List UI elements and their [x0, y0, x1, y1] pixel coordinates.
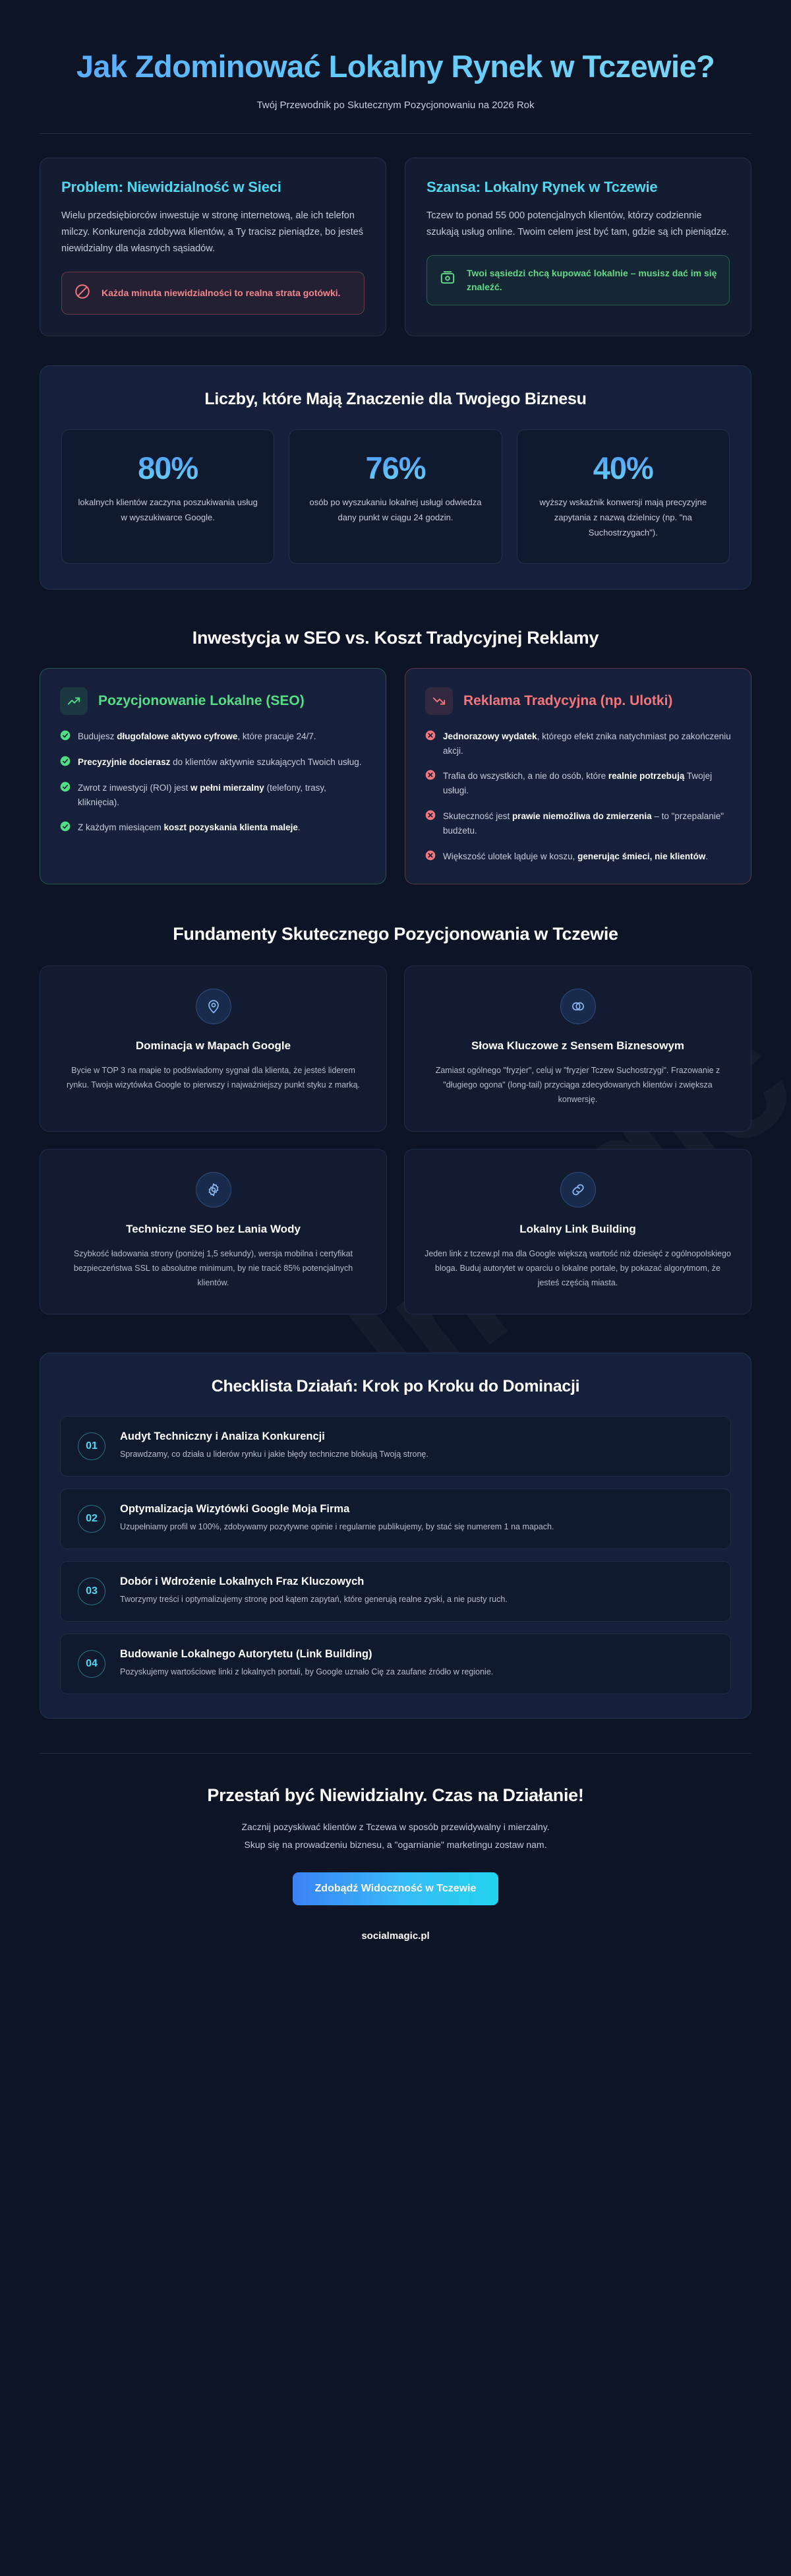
checklist-item-title: Budowanie Lokalnego Autorytetu (Link Building) [120, 1647, 372, 1660]
checklist-item-title: Optymalizacja Wizytówki Google Moja Firma [120, 1502, 350, 1515]
checklist-item [60, 1561, 731, 1622]
check-circle-icon [60, 730, 71, 744]
list-item [425, 729, 731, 758]
stat-card [289, 429, 502, 563]
opportunity-card [405, 158, 751, 336]
map-pin-icon [196, 989, 231, 1024]
fundamental-card-technical-seo [40, 1149, 387, 1315]
list-item [60, 729, 366, 744]
step-number-badge: 02 [78, 1505, 105, 1533]
list-item-text: Większość ulotek ląduje w koszu, generując śmieci, nie klientów. [443, 851, 709, 861]
prohibited-icon [74, 283, 91, 303]
checklist-item-desc: Tworzymy treści i optymalizujemy stronę pod kątem zapytań, które generują realne zyski, a nie pusty ruch. [120, 1595, 508, 1605]
fundamental-card-desc: Jeden link z tczew.pl ma dla Google większą wartość niż dziesięć z ogólnopolskiego bloga. Buduj autorytet w oparciu o lokalne portale, by pokazać algorytmom, że jesteś częścią miasta. [425, 1248, 731, 1288]
stats-panel [40, 365, 751, 590]
checklist-item-desc: Sprawdzamy, co działa u liderów rynku i jakie błędy techniczne blokują Twoją stronę. [120, 1450, 428, 1459]
fundamental-card-desc: Szybkość ładowania strony (poniżej 1,5 sekundy), wersja mobilna i certyfikat bezpieczeństwa SSL to absolutne minimum, by nie tracić 85% potencjalnych klientów. [73, 1248, 353, 1288]
checklist-item [60, 1416, 731, 1477]
problem-opportunity-section [0, 134, 791, 336]
comparison-title: Inwestycja w SEO vs. Koszt Tradycyjnej Reklamy [192, 627, 599, 648]
checklist-item [60, 1488, 731, 1549]
list-item-text: Zwrot z inwestycji (ROI) jest w pełni mierzalny (telefony, trasy, kliknięcia). [78, 782, 326, 807]
checklist-title: Checklista Działań: Krok po Kroku do Dominacji [211, 1377, 580, 1396]
fundamental-card-title: Techniczne SEO bez Lania Wody [126, 1222, 301, 1235]
overlapping-circles-icon [560, 989, 596, 1024]
checklist-item-title: Dobór i Wdrożenie Lokalnych Fraz Kluczowych [120, 1575, 365, 1587]
list-item-text: Z każdym miesiącem koszt pozyskania klienta maleje. [78, 822, 301, 833]
cta-text-line1: Zacznij pozyskiwać klientów z Tczewa w sposób przewidywalny i mierzalny. [241, 1822, 550, 1833]
page-subtitle: Twój Przewodnik po Skutecznym Pozycjonowaniu na 2026 Rok [256, 99, 535, 111]
page-title: Jak Zdominować Lokalny Rynek w Tczewie? [40, 49, 751, 85]
comparison-section [0, 627, 791, 884]
checklist-items [60, 1416, 731, 1694]
hero-section [0, 0, 791, 134]
problem-card-body: Wielu przedsiębiorców inwestuje w stronę internetową, ale ich telefon milczy. Konkurencja zdobywa klientów, a Ty tracisz pieniądze, bo jesteś niewidzialny dla własnych sąsiadów. [61, 210, 364, 254]
checklist-item [60, 1634, 731, 1694]
step-number-badge: 01 [78, 1432, 105, 1460]
x-circle-icon [425, 810, 436, 824]
checklist-item-title: Audyt Techniczny i Analiza Konkurencji [120, 1430, 325, 1442]
fundamental-card-keywords [404, 966, 751, 1132]
stat-value: 40% [532, 450, 715, 486]
list-item [60, 755, 366, 770]
checklist-item-desc: Pozyskujemy wartościowe linki z lokalnych portali, by Google uznało Cię za zaufane źródło w regionie. [120, 1667, 494, 1677]
fundamental-card-maps [40, 966, 387, 1132]
opportunity-callout-text: Twoi sąsiedzi chcą kupować lokalnie – musisz dać im się znaleźć. [467, 267, 717, 292]
cta-text-line2: Skup się na prowadzeniu biznesu, a "ogarnianie" marketingu zostaw nam. [244, 1839, 547, 1850]
problem-card [40, 158, 386, 336]
stat-card [61, 429, 274, 563]
fundamental-card-title: Słowa Kluczowe z Sensem Biznesowym [471, 1039, 685, 1052]
fundamental-card-title: Lokalny Link Building [519, 1222, 636, 1235]
money-photo-icon [439, 270, 456, 290]
problem-callout [61, 272, 365, 315]
list-item-text: Precyzyjnie docierasz do klientów aktywnie szukających Twoich usług. [78, 756, 362, 767]
fundamentals-title: Fundamenty Skutecznego Pozycjonowania w Tczewie [173, 923, 618, 944]
cta-section [0, 1754, 791, 1982]
fundamental-card-link-building [404, 1149, 751, 1315]
seo-benefit-list [60, 729, 366, 836]
list-item [425, 809, 731, 838]
list-item-text: Trafia do wszystkich, a nie do osób, które realnie potrzebują Twojej usługi. [443, 771, 713, 796]
fundamentals-section [0, 923, 791, 1314]
stats-grid [61, 429, 730, 563]
stat-description: osób po wyszukaniu lokalnej usługi odwiedza dany punkt w ciągu 24 godzin. [309, 497, 482, 523]
stat-card [517, 429, 730, 563]
check-circle-icon [60, 756, 71, 770]
trending-up-icon [60, 687, 88, 715]
list-item [60, 781, 366, 810]
seo-card-title: Pozycjonowanie Lokalne (SEO) [98, 692, 305, 708]
x-circle-icon [425, 850, 436, 864]
list-item-text: Skuteczność jest prawie niemożliwa do zmierzenia – to "przepalanie" budżetu. [443, 811, 724, 836]
list-item [425, 849, 731, 864]
checklist-panel [40, 1353, 751, 1719]
stats-title: Liczby, które Mają Znaczenie dla Twojego Biznesu [204, 389, 587, 408]
site-name: socialmagic.pl [361, 1930, 430, 1942]
x-circle-icon [425, 730, 436, 744]
opportunity-card-title: Szansa: Lokalny Rynek w Tczewie [426, 178, 658, 195]
problem-callout-text: Każda minuta niewidzialności to realna strata gotówki. [102, 287, 341, 298]
checklist-section [0, 1353, 791, 1719]
step-number-badge: 04 [78, 1650, 105, 1678]
stat-value: 80% [76, 450, 259, 486]
opportunity-card-body: Tczew to ponad 55 000 potencjalnych klientów, którzy codziennie szukają usług online. Twoim celem jest być tam, gdzie są ich pieniądze. [426, 210, 730, 237]
list-item-text: Jednorazowy wydatek, którego efekt znika natychmiast po zakończeniu akcji. [443, 731, 731, 756]
stat-description: wyższy wskaźnik konwersji mają precyzyjne zapytania z nazwą dzielnicy (np. "na Suchostrzygach"). [539, 497, 707, 537]
x-circle-icon [425, 770, 436, 783]
check-circle-icon [60, 782, 71, 795]
list-item-text: Budujesz długofalowe aktywo cyfrowe, które pracuje 24/7. [78, 731, 316, 741]
problem-card-title: Problem: Niewidzialność w Sieci [61, 178, 281, 195]
trending-down-icon [425, 687, 453, 715]
step-number-badge: 03 [78, 1578, 105, 1605]
traditional-ads-comparison-card [405, 668, 751, 884]
stats-section [0, 365, 791, 590]
link-icon [560, 1172, 596, 1208]
fundamental-card-desc: Bycie w TOP 3 na mapie to podświadomy sygnał dla klienta, że jesteś liderem rynku. Twoja wizytówka Google to pierwszy i najważniejszy punkt styku z marką. [66, 1065, 361, 1090]
check-circle-icon [60, 821, 71, 835]
list-item [425, 769, 731, 798]
stat-description: lokalnych klientów zaczyna poszukiwania usług w wyszukiwarce Google. [78, 497, 258, 523]
fundamental-card-title: Dominacja w Mapach Google [135, 1039, 291, 1052]
cta-heading: Przestań być Niewidzialny. Czas na Działanie! [207, 1785, 584, 1806]
list-item [60, 820, 366, 835]
checklist-item-desc: Uzupełniamy profil w 100%, zdobywamy pozytywne opinie i regularnie publikujemy, by stać się numerem 1 na mapach. [120, 1522, 554, 1532]
stat-value: 76% [304, 450, 486, 486]
seo-comparison-card [40, 668, 386, 884]
gear-icon [196, 1172, 231, 1208]
traditional-ads-drawback-list [425, 729, 731, 864]
opportunity-callout [426, 255, 730, 305]
cta-button[interactable]: Zdobądź Widoczność w Tczewie [293, 1872, 499, 1905]
traditional-ads-card-title: Reklama Tradycyjna (np. Ulotki) [463, 692, 673, 708]
fundamental-card-desc: Zamiast ogólnego "fryzjer", celuj w "fryzjer Tczew Suchostrzygi". Frazowanie z "długiego ogona" (long-tail) przyciąga zdecydowanych klientów i zwiększa konwersję. [435, 1065, 720, 1105]
